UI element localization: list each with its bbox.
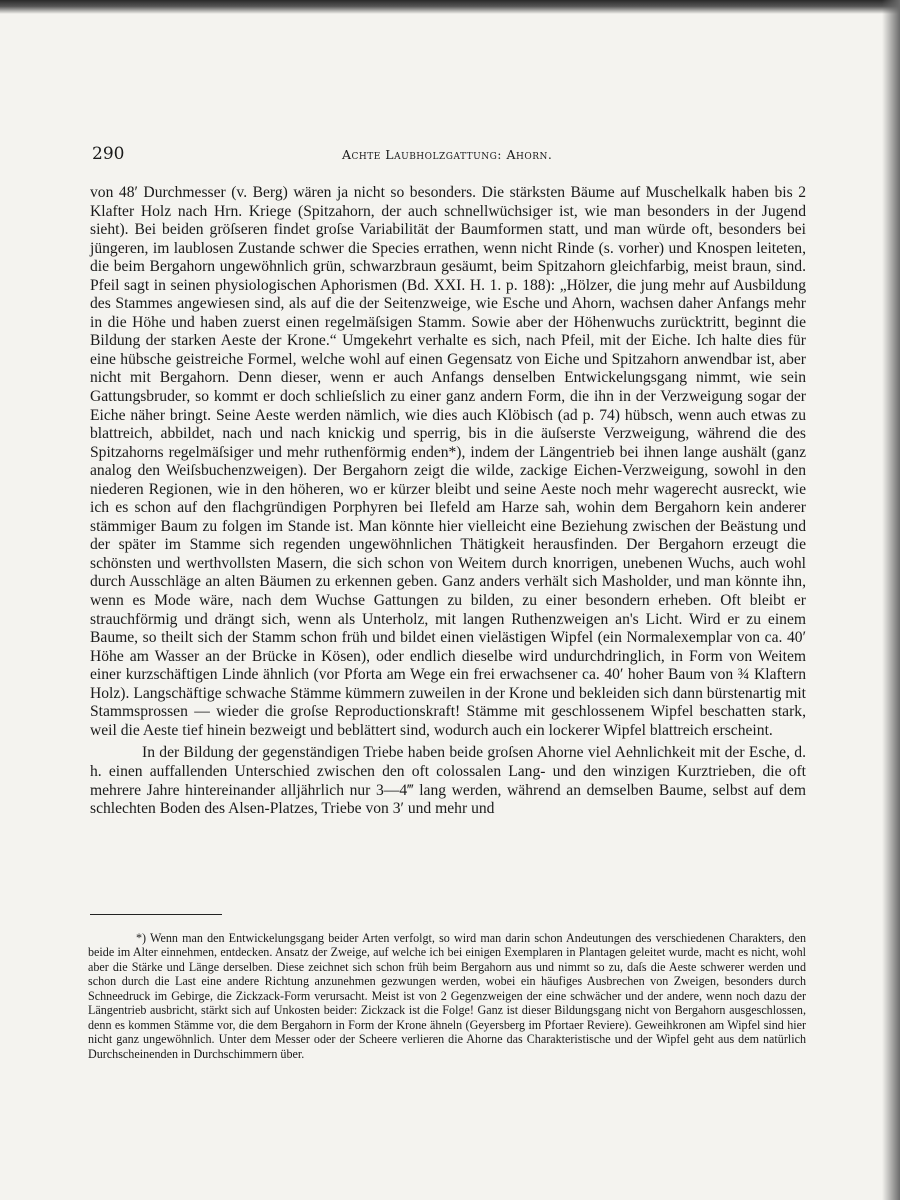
paragraph-1: von 48′ Durchmesser (v. Berg) wären ja nicht so besonders. Die stärksten Bäume auf Muschelkalk haben bis 2 Klafter Holz nach Hrn. Kriege (Spitzahorn, der auch schnellwüchsiger ist, wie man besonders in der Jugend sieht). Bei beiden gröſseren findet groſse Variabilität der Baumformen statt, und man würde oft, besonders bei jüngeren, im laublosen Zustande schwer die Species errathen, wenn nicht Rinde (s. vorher) und Knospen leiteten, die beim Bergahorn ungewöhnlich grün, schwarzbraun gesäumt, beim Spitzahorn gleichfarbig, meist braun, sind. Pfeil sagt in seinen physiologischen Aphorismen (Bd. XXI. H. 1. p. 188): „Hölzer, die jung mehr auf Ausbildung des Stammes angewiesen sind, als auf die der Seitenzweige, wie Esche und Ahorn, wachsen daher Anfangs mehr in die Höhe und haben zuerst einen regelmäſsigen Stamm. Sowie aber der Höhenwuchs zurücktritt, beginnt die Bildung der starken Aeste der Krone.“ Umgekehrt verhalte es sich, nach Pfeil, mit der Eiche. Ich halte dies für eine hübsche geistreiche Formel, welche wohl auf einen Gegensatz von Eiche und Spitzahorn anwendbar ist, aber nicht mit Bergahorn. Denn dieser, wenn er auch Anfangs denselben Entwickelungsgang nimmt, wie sein Gattungsbruder, so kommt er doch schlieſslich zu einer ganz andern Form, die ihn in der Verzweigung sogar der Eiche näher bringt. Seine Aeste werden nämlich, wie dies auch Klöbisch (ad p. 74) hübsch, wenn auch etwas zu blattreich, abbildet, nach und nach knickig und sperrig, bis in die äuſserste Verzweigung, während die des Spitzahorns regelmäſsiger und mehr ruthenförmig enden*), indem der Längentrieb bei ihnen lange aushält (ganz analog den Weiſsbuchenzweigen). Der Bergahorn zeigt die wilde, zackige Eichen-Verzweigung, sowohl in den niederen Regionen, wie in den höheren, wo er kürzer bleibt und seine Aeste noch mehr wagerecht ausreckt, wie ich es schon auf den flachgründigen Porphyren bei Ilefeld am Harze sah, wohin dem Bergahorn kein anderer stämmiger Baum zu folgen im Stande ist. Man könnte hier vielleicht eine Beziehung zwischen der Beästung und der später im Stamme sich regenden ungewöhnlichen Thätigkeit herausfinden. Der Bergahorn erzeugt die schönsten und werthvollsten Masern, die sich schon von Weitem durch knorrigen, unebenen Wuchs, auch wohl durch Ausschläge an alten Bäumen zu erkennen geben. Ganz anders verhält sich Masholder, und man könnte ihn, wenn es Mode wäre, nach dem Wuchse Gattungen zu bilden, zu einer besondern erheben. Oft bleibt er strauchförmig und drängt sich, wenn als Unterholz, mit langen Ruthenzweigen an's Licht. Wird er zu einem Baume, so theilt sich der Stamm schon früh und bildet einen vielästigen Wipfel (ein Normalexemplar von ca. 40′ Höhe am Wasser an der Brücke in Kösen), oder endlich dieselbe wird undurchdringlich, in Form von Weitem einer kurzschäftigen Linde ähnlich (vor Pforta am Wege ein frei erwachsener ca. 40′ hoher Baum von ¾ Klaftern Holz). Langschäftige schwache Stämme kümmern zuweilen in der Krone und bekleiden sich dann bürstenartig mit Stammsprossen — wieder die groſse Reproductionskraft! Stämme mit geschlossenem Wipfel beschatten stark, weil die Aeste tief hinein bezweigt und beblättert sind, wodurch auch ein lockerer Wipfel blattreich erscheint. — [90, 184, 806, 739]
scan-edge-top — [0, 0, 900, 14]
page-header — [92, 144, 806, 170]
paragraph-2: In der Bildung der gegenständigen Triebe haben beide groſsen Ahorne viel Aehnlichkeit mit der Esche, d. h. einen auffallenden Unterschied zwischen den oft colossalen Lang- und den winzigen Kurztrieben, die oft mehrere Jahre hintereinander alljährlich nur 3—4‴ lang werden, während an demselben Baume, selbst auf dem schlechten Boden des Alsen-Platzes, Triebe von 3′ und mehr und — [90, 744, 806, 818]
running-head: Achte Laubholzgattung: Ahorn. — [342, 147, 553, 162]
page-number: 290 — [92, 144, 125, 164]
footnote-rule — [90, 914, 222, 915]
scan-edge-right — [882, 0, 900, 1200]
footnote-text: *) Wenn man den Entwickelungsgang beider Arten verfolgt, so wird man darin schon Andeutungen des verschiedenen Charakters, den beide im Alter einnehmen, entdecken. Ansatz der Zweige, auf welche ich bei einigen Exemplaren in Plantagen geleitet wurde, macht es nicht, wohl aber die Stärke und Länge derselben. Diese zeichnet sich schon früh beim Bergahorn aus und nimmt so zu, daſs die Aeste schwerer werden und schon durch die Last eine andere Richtung anzunehmen gezwungen werden, wobei ein häufiges Ausbrechen von Zweigen, besonders durch Schneedruck im Gebirge, die Zickzack-Form verursacht. Meist ist von 2 Gegenzweigen der eine schwächer und der andere, wenn noch dazu der Längentrieb ausbricht, stärkt sich auf Unkosten beider: Zickzack ist die Folge! Ganz ist dieser Bildungsgang nicht von Bergahorn ausgeschlossen, denn es kommen Stämme vor, die dem Bergahorn in Form der Krone ähneln (Geyersberg im Pfortaer Reviere). Geweihkronen am Wipfel sind hier nicht ganz ungewöhnlich. Unter dem Messer oder der Scheere verlieren die Ahorne das Charakteristische und der Wipfel geht aus dem natürlich Durchscheinenden in Durchschimmern über. — [88, 931, 806, 1061]
body-text — [90, 184, 806, 819]
footnote — [88, 931, 806, 1061]
